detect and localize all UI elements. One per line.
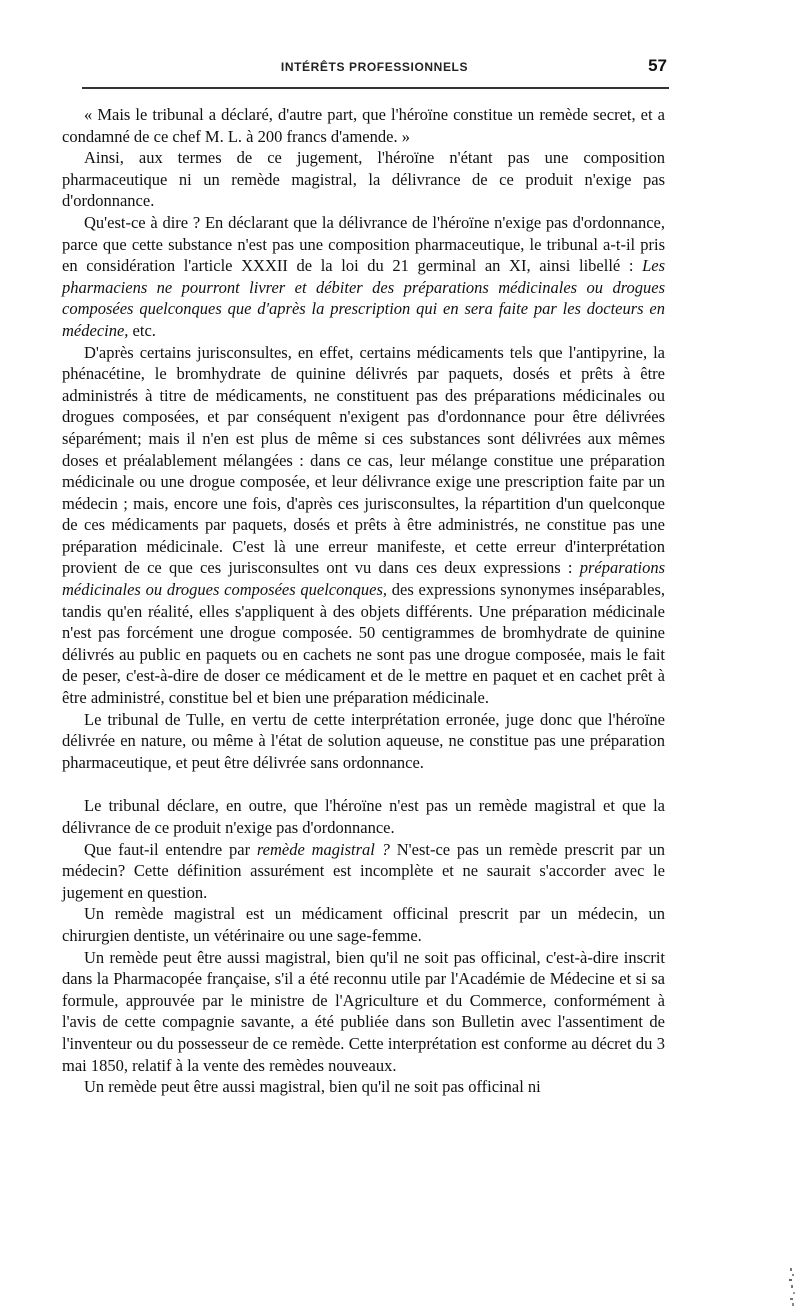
paragraph-tulle: Le tribunal de Tulle, en vertu de cette interprétation erronée, juge donc que l'héroïne délivrée en nature, ou même à l'état de solution aqueuse, ne constitue pas une préparation pharmaceutique, et peut être délivrée sans ordonnance. (62, 709, 665, 772)
scan-edge-mark (788, 1268, 796, 1306)
paragraph-text: N'est-ce pas un remède prescrit par un médecin? Cette définition assurément est incomplète et ne saurait s'accorder avec le jugement en question. (62, 839, 665, 902)
header-rule (82, 87, 669, 89)
paragraph-ainsi: Ainsi, aux termes de ce jugement, l'héroïne n'étant pas une composition pharmaceutique ni un remède magistral, la délivrance de ce produit n'exige pas d'ordonnance. (62, 148, 665, 211)
italic-quotation: Les pharmaciens ne pourront livrer et débiter des préparations médicinales ou drogues composées quelconques que d'après la prescription qui en sera faite par les docteurs en médecine, (62, 256, 665, 340)
paragraph-continued: Un remède peut être aussi magistral, bien qu'il ne soit pas officinal ni (84, 1077, 541, 1097)
italic-expression: préparations médicinales ou drogues composées quelconques, (62, 558, 665, 600)
page-number: 57 (648, 56, 667, 75)
paragraph-text: D'après certains jurisconsultes, en effet, certains médicaments tels que l'antipyrine, la phénacétine, le bromhydrate de quinine délivrés par paquets, dosés et prêts à être administrés à titre de médicaments, ne constituent pas des préparations médicinales ou drogues composées, et par conséquent n'exigent pas d'ordonnance pour être délivrées séparément; mais il n'en est plus de même si ces substances sont délivrées aux mêmes doses et préalablement mélangées : dans ce cas, leur mélange constitue une préparation médicinale ou une drogue composée, et leur délivrance exige une prescription faite par un médecin ; mais, encore une fois, d'après ces jurisconsultes, la répartition d'un quelconque de ces médicaments par paquets, dosés et prêts à être administrés, ne constitue pas une préparation médicinale. C'est là une erreur manifeste, et cette erreur d'interprétation provient de ce que ces jurisconsultes ont vu dans ces deux expressions : (62, 342, 665, 578)
scan-noise-icon (788, 1268, 796, 1306)
page-header (82, 56, 667, 84)
paragraph-definition (62, 839, 665, 904)
paragraph-jurisconsultes (62, 342, 665, 709)
paragraph-academie: Un remède peut être aussi magistral, bien qu'il ne soit pas officinal, c'est-à-dire inscrit dans la Pharmacopée française, s'il a été reconnu utile par l'Académie de Médecine et si sa formule, approuvée par le ministre de l'Agriculture et du Commerce, conformément à l'avis de cette compagnie savante, a été publiée dans son Bulletin avec l'assentiment de l'inventeur ou du possesseur de ce remède. Cette interprétation est conforme au décret du 3 mai 1850, relatif à la vente des remèdes nouveaux. (62, 947, 665, 1075)
paragraph-officinal: Un remède magistral est un médicament officinal prescrit par un médecin, un chirurgien dentiste, un vétérinaire ou une sage-femme. (62, 904, 665, 945)
running-head: INTÉRÊTS PROFESSIONNELS (280, 60, 469, 74)
paragraph-text: Qu'est-ce à dire ? En déclarant que la délivrance de l'héroïne n'exige pas d'ordonnance, parce que cette substance n'est pas une composition pharmaceutique, le tribunal a-t-il pris en considération l'article XXXII de la loi du 21 germinal an XI, ainsi libellé : (62, 212, 665, 276)
paragraph-text: etc. (128, 320, 156, 340)
paragraph-text: Que faut-il entendre par (84, 839, 257, 859)
paragraph-remede-magistral: Le tribunal déclare, en outre, que l'héroïne n'est pas un remède magistral et que la délivrance de ce produit n'exige pas d'ordonnance. (62, 796, 665, 837)
body-text (62, 104, 665, 1098)
paragraph-text: des expressions synonymes inséparables, tandis qu'en réalité, elles s'appliquent à des objets différents. Une préparation médicinale n'est pas forcément une drogue composée. 50 centigrammes de bromhydrate de quinine délivrés au public en paquets ou en cachets ne sont pas une drogue composée, mais le fait de peser, c'est-à-dire de doser ce médicament et de le mettre en paquet et en cachet prêt à être administré, constitue bel et bien une préparation médicinale. (62, 580, 665, 708)
italic-term: remède magistral ? (256, 839, 390, 859)
paragraph-question (62, 212, 665, 342)
paragraph-quote-tribunal: « Mais le tribunal a déclaré, d'autre part, que l'héroïne constitue un remède secret, et a condamné de ce chef M. L. à 200 francs d'amende. » (62, 105, 665, 146)
